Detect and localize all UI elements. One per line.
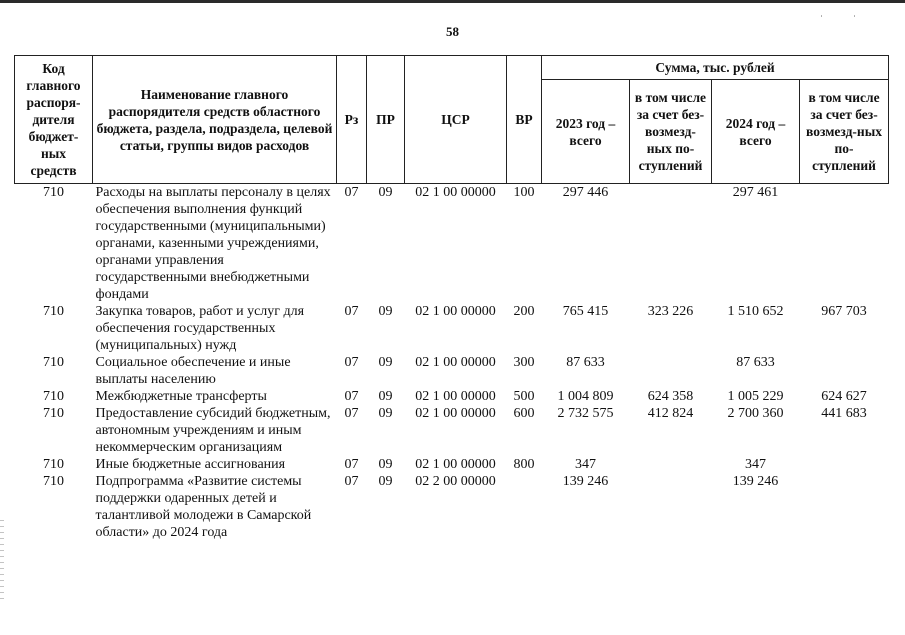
table-row — [15, 473, 889, 541]
row-name: Социальное обеспечение и иные выплаты населению — [95, 355, 291, 387]
row-vr: 300 — [513, 355, 535, 370]
row-2023-free: 412 824 — [647, 406, 694, 421]
row-name: Закупка товаров, работ и услуг для обеспечения государственных (муниципальных) нужд — [95, 304, 305, 353]
header-2024-free: в том числе за счет без-возмезд-ных по-ступлений — [800, 80, 889, 184]
row-name: Расходы на выплаты персоналу в целях обеспечения выполнения функций государственными (муниципальными) органами, казенными учреждениями, органами управления государственными внебюджетными фондами — [95, 185, 331, 302]
table-body — [15, 184, 889, 542]
header-vr: ВР — [507, 56, 542, 184]
row-2024-free: 624 627 — [821, 389, 867, 404]
header-code: Код главного распоря-дителя бюджет-ных средств — [15, 56, 93, 184]
row-rz: 07 — [344, 304, 359, 319]
row-2024-free — [800, 354, 889, 388]
row-code: 710 — [43, 457, 64, 472]
row-2024-total: 347 — [745, 457, 766, 472]
row-2023-total: 765 415 — [562, 304, 609, 319]
scan-edge-marks — [0, 520, 4, 600]
row-2024-free: 967 703 — [821, 304, 867, 319]
row-rz: 07 — [344, 474, 359, 489]
header-2024-total: 2024 год – всего — [712, 80, 800, 184]
row-name: Предоставление субсидий бюджетным, автономным учреждениям и иным некоммерческим организациям — [95, 406, 331, 455]
row-2023-free — [630, 456, 712, 473]
row-2023-free — [630, 354, 712, 388]
row-2023-total: 1 004 809 — [557, 389, 614, 404]
header-csr: ЦСР — [405, 56, 507, 184]
row-rz: 07 — [344, 389, 359, 404]
row-csr: 02 2 00 00000 — [415, 474, 496, 489]
row-2023-total: 87 633 — [566, 355, 605, 370]
table-row — [15, 184, 889, 304]
row-pr: 09 — [378, 185, 393, 200]
row-pr: 09 — [378, 474, 393, 489]
row-vr: 800 — [513, 457, 535, 472]
row-2023-total: 139 246 — [562, 474, 609, 489]
row-2023-total: 297 446 — [562, 185, 609, 200]
row-csr: 02 1 00 00000 — [415, 406, 496, 421]
header-2023-free: в том числе за счет без-возмезд-ных по-ступлений — [630, 80, 712, 184]
row-vr — [507, 473, 542, 541]
row-2023-free — [630, 473, 712, 541]
row-2024-total: 139 246 — [732, 474, 779, 489]
table-row — [15, 303, 889, 354]
row-name: Межбюджетные трансферты — [95, 389, 267, 404]
row-vr: 600 — [513, 406, 535, 421]
row-code: 710 — [43, 185, 64, 200]
row-name: Иные бюджетные ассигнования — [95, 457, 286, 472]
header-sum-group: Сумма, тыс. рублей — [542, 56, 889, 80]
row-csr: 02 1 00 00000 — [415, 457, 496, 472]
row-pr: 09 — [378, 406, 393, 421]
header-name: Наименование главного распорядителя средств областного бюджета, раздела, подраздела, целевой статьи, группы видов расходов — [93, 56, 337, 184]
header-pr: ПР — [367, 56, 405, 184]
row-csr: 02 1 00 00000 — [415, 389, 496, 404]
row-rz: 07 — [344, 457, 359, 472]
row-vr: 500 — [513, 389, 535, 404]
table-row — [15, 354, 889, 388]
row-2024-total: 1 510 652 — [727, 304, 784, 319]
row-2024-free — [800, 184, 889, 304]
row-csr: 02 1 00 00000 — [415, 304, 496, 319]
row-rz: 07 — [344, 355, 359, 370]
row-code: 710 — [43, 389, 64, 404]
header-rz: Рз — [337, 56, 367, 184]
header-2023-total: 2023 год – всего — [542, 80, 630, 184]
row-code: 710 — [43, 406, 64, 421]
row-2023-free: 323 226 — [647, 304, 694, 319]
row-vr: 200 — [513, 304, 535, 319]
row-2024-free: 441 683 — [821, 406, 867, 421]
scan-top-border — [0, 0, 905, 3]
row-rz: 07 — [344, 185, 359, 200]
row-2023-total: 347 — [575, 457, 596, 472]
page-number: 58 — [446, 24, 459, 39]
row-2024-free — [800, 473, 889, 541]
row-2023-free: 624 358 — [647, 389, 694, 404]
row-pr: 09 — [378, 389, 393, 404]
row-code: 710 — [43, 474, 64, 489]
row-2023-free — [630, 184, 712, 304]
row-code: 710 — [43, 355, 64, 370]
row-rz: 07 — [344, 406, 359, 421]
row-2024-total: 87 633 — [736, 355, 775, 370]
row-2024-total: 297 461 — [732, 185, 779, 200]
row-name: Подпрограмма «Развитие системы поддержки одаренных детей и талантливой молодежи в Самарской области» до 2024 года — [95, 474, 312, 540]
row-csr: 02 1 00 00000 — [415, 185, 496, 200]
row-pr: 09 — [378, 355, 393, 370]
budget-table — [14, 55, 889, 541]
table-row — [15, 388, 889, 405]
row-csr: 02 1 00 00000 — [415, 355, 496, 370]
table-row — [15, 456, 889, 473]
row-code: 710 — [43, 304, 64, 319]
row-2024-total: 1 005 229 — [727, 389, 784, 404]
row-pr: 09 — [378, 304, 393, 319]
scan-specks: ˙˙ — [820, 14, 886, 24]
row-vr: 100 — [513, 185, 535, 200]
row-2024-total: 2 700 360 — [727, 406, 784, 421]
row-pr: 09 — [378, 457, 393, 472]
row-2023-total: 2 732 575 — [557, 406, 614, 421]
row-2024-free — [800, 456, 889, 473]
table-row — [15, 405, 889, 456]
